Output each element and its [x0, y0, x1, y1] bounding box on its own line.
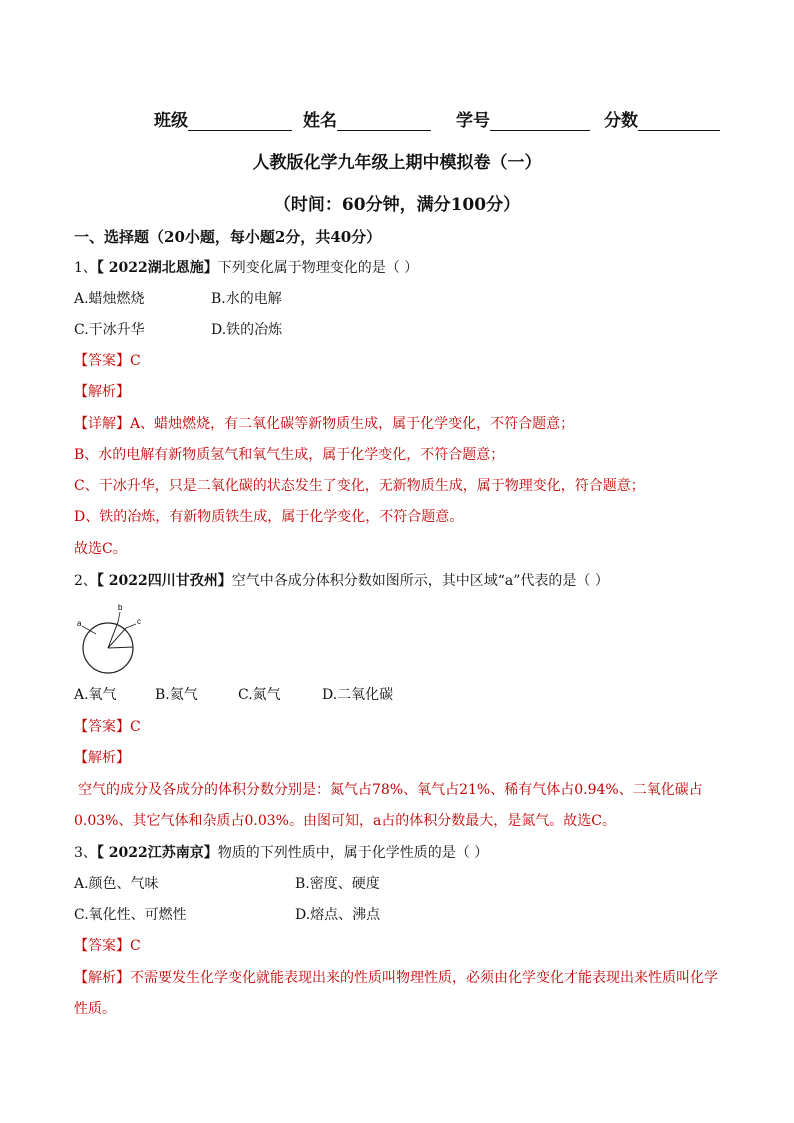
option-d: D.铁的冶炼	[211, 322, 283, 338]
question-number: 1、	[74, 260, 97, 276]
answer-label: 【答案】	[74, 353, 130, 369]
option-b: B.密度、硬度	[295, 876, 380, 892]
label-a: a	[77, 619, 82, 628]
answer-value: C	[130, 353, 141, 369]
option-d: D.熔点、沸点	[295, 907, 381, 923]
id-field[interactable]	[456, 106, 590, 131]
section-heading: 一、选择题（20小题，每小题2分，共40分）	[74, 228, 382, 246]
detail-text: A、蜡烛燃烧，有二氧化碳等新物质生成，属于化学变化，不符合题意；	[130, 416, 575, 432]
air-composition-figure	[74, 602, 144, 674]
page-subtitle: （时间：60分钟，满分100分）	[273, 195, 521, 215]
leader-b	[118, 612, 120, 622]
analysis-text: 空气的成分及各成分的体积分数分别是：氮气占78%、氧气占21%、稀有气体占0.94%、二氧化碳占	[78, 782, 703, 798]
question-stem: 物质的下列性质中，属于化学性质的是（ ）	[217, 845, 489, 861]
conclusion: 故选C。	[74, 541, 127, 557]
student-info-row	[0, 106, 794, 130]
option-d: D.二氧化碳	[322, 687, 394, 703]
analysis-label: 【解析】	[74, 970, 130, 986]
option-c: C.氮气	[238, 687, 281, 703]
analysis-label: 【解析】	[74, 384, 130, 400]
option-a: A.氧气	[74, 687, 117, 703]
question-3	[74, 843, 488, 863]
class-label: 班级	[154, 111, 188, 131]
answer-3	[74, 936, 141, 956]
score-blank[interactable]	[638, 112, 720, 131]
analysis-text: 性质。	[74, 1001, 116, 1017]
figure-radius-b	[108, 622, 118, 648]
option-c: C.氧化性、可燃性	[74, 907, 187, 923]
name-label: 姓名	[303, 111, 337, 131]
class-field[interactable]	[154, 106, 292, 131]
name-blank[interactable]	[337, 112, 431, 131]
option-b: B.水的电解	[211, 291, 282, 307]
id-blank[interactable]	[490, 112, 590, 131]
figure-radius-c	[108, 647, 133, 648]
figure-radius-bc	[108, 628, 126, 648]
score-field[interactable]	[604, 106, 720, 131]
label-b: b	[118, 603, 123, 612]
detail-line: B、水的电解有新物质氢气和氧气生成，属于化学变化，不符合题意；	[74, 447, 505, 463]
question-number: 3、	[74, 845, 97, 861]
question-stem: 下列变化属于物理变化的是（ ）	[217, 260, 419, 276]
question-number: 2、	[74, 573, 97, 589]
option-c: C.干冰升华	[74, 322, 145, 338]
analysis-line	[74, 968, 718, 988]
analysis-text: 0.03%、其它气体和杂质占0.03%。由图可知，a占的体积分数最大，是氮气。故选C。	[74, 813, 617, 829]
analysis-label: 【解析】	[74, 750, 130, 766]
question-1	[74, 258, 418, 278]
detail-line: C、干冰升华，只是二氧化碳的状态发生了变化，无新物质生成，属于物理变化，符合题意；	[74, 478, 645, 494]
id-label: 学号	[456, 111, 490, 131]
answer-label: 【答案】	[74, 719, 130, 735]
class-blank[interactable]	[188, 112, 292, 131]
question-source: 【 2022四川甘孜州】	[96, 573, 232, 589]
page-title: 人教版化学九年级上期中模拟卷（一）	[252, 153, 542, 173]
option-b: B.氦气	[155, 687, 198, 703]
analysis-text: 不需要发生化学变化就能表现出来的性质叫物理性质，必须由化学变化才能表现出来性质叫化学	[130, 970, 718, 986]
detail-line	[74, 414, 574, 434]
question-source: 【 2022湖北恩施】	[96, 260, 218, 276]
leader-c	[126, 624, 136, 628]
answer-2	[74, 717, 141, 737]
question-2	[74, 571, 609, 591]
answer-value: C	[130, 719, 141, 735]
question-source: 【 2022江苏南京】	[96, 845, 218, 861]
option-a: A.颜色、气味	[74, 876, 159, 892]
option-a: A.蜡烛燃烧	[74, 291, 145, 307]
answer-1	[74, 351, 141, 371]
score-label: 分数	[604, 111, 638, 131]
question-stem: 空气中各成分体积分数如图所示，其中区域“a”代表的是（ ）	[231, 573, 609, 589]
label-c: c	[137, 617, 141, 626]
name-field[interactable]	[303, 106, 431, 131]
answer-label: 【答案】	[74, 938, 130, 954]
detail-label: 【详解】	[74, 416, 130, 432]
detail-line: D、铁的冶炼，有新物质铁生成，属于化学变化，不符合题意。	[74, 509, 464, 525]
answer-value: C	[130, 938, 141, 954]
